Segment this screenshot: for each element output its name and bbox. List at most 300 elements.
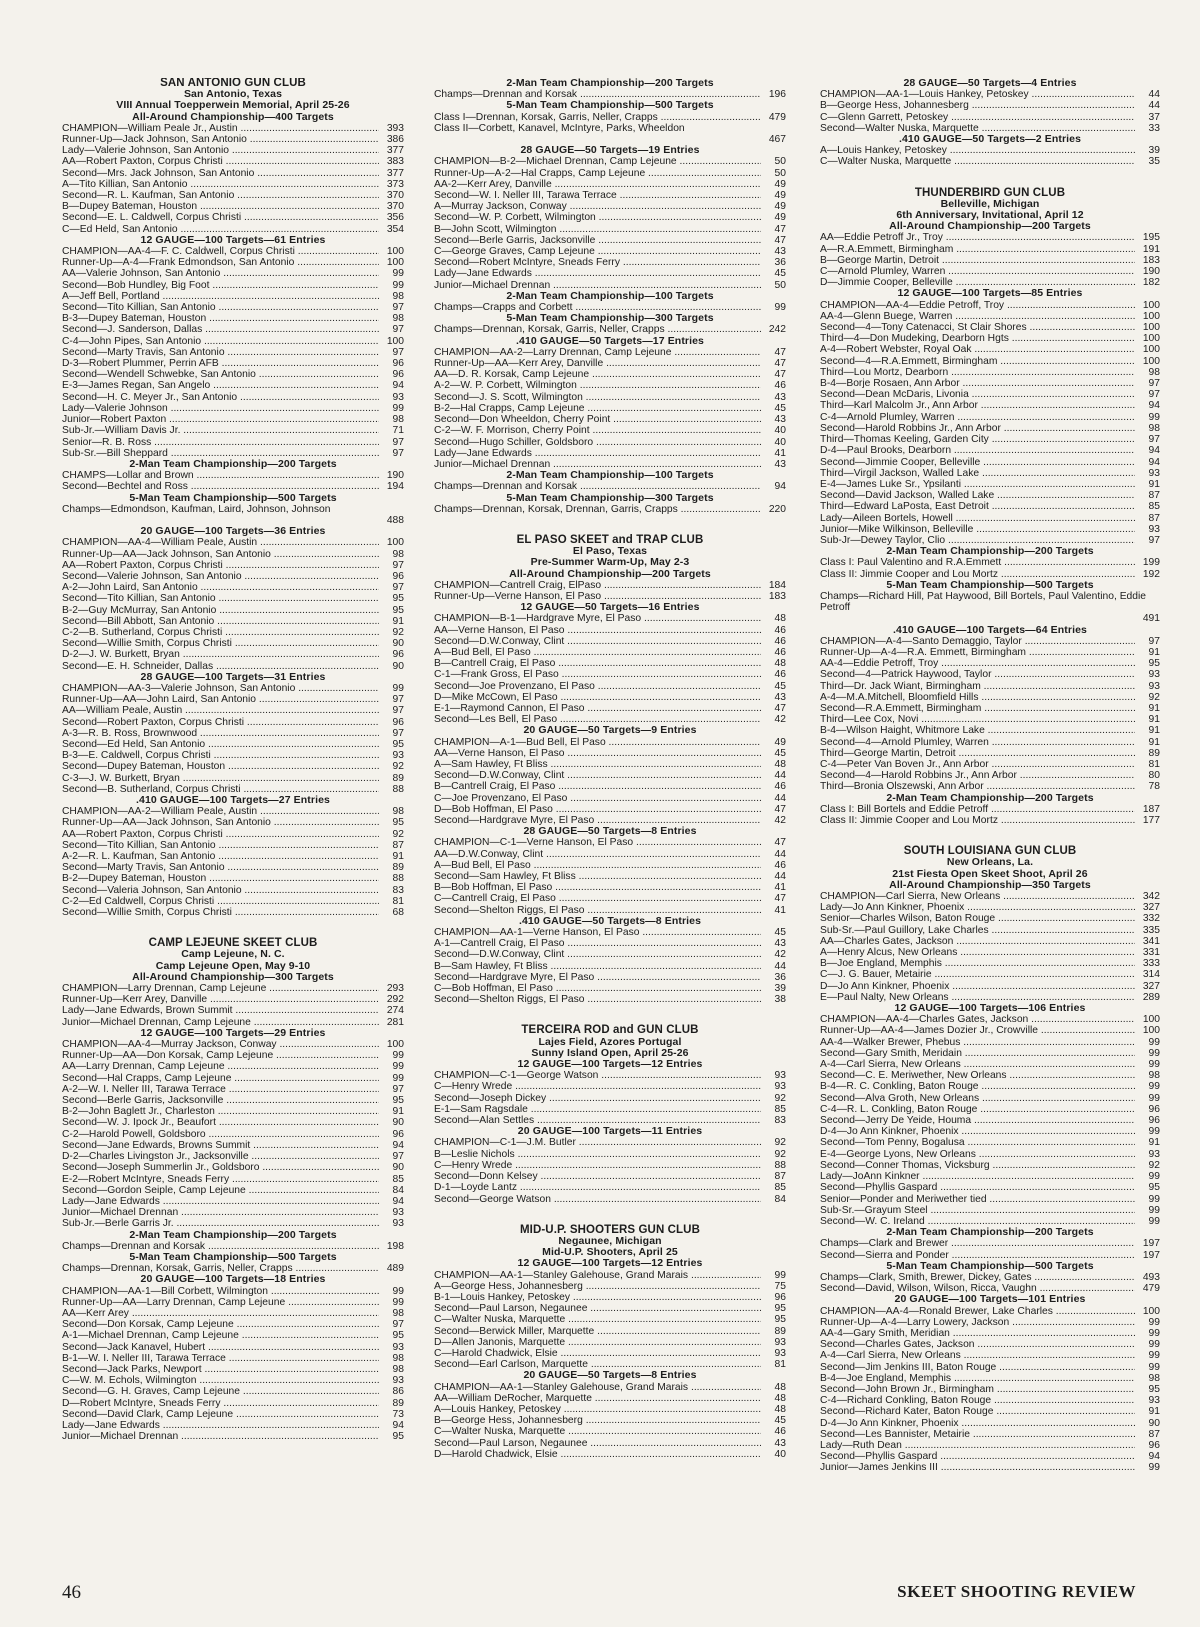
result-row	[820, 958, 1160, 969]
result-row	[820, 445, 1160, 456]
result-row	[434, 972, 786, 983]
score-value: 71	[392, 425, 404, 437]
result-row	[434, 748, 786, 759]
result-row	[434, 1292, 786, 1303]
shooter-entry: CHAMPION—Larry Drennan, Camp Lejeune .....	[62, 983, 379, 994]
shooter-entry: A—Bud Bell, El Paso .....	[434, 647, 761, 658]
score-value: 86	[392, 1386, 404, 1398]
shooter-entry: Junior—Mike Wilkinson, Belleville .....	[820, 524, 1135, 535]
shooter-entry: D—Jimmie Cooper, Belleville .....	[820, 277, 1135, 288]
shooter-entry: AA—Robert Paxton, Corpus Christi .....	[62, 829, 379, 840]
event-heading: 20 GAUGE—100 Targets—11 Entries	[517, 1125, 703, 1138]
result-row	[62, 1106, 404, 1117]
shooter-entry: Second—Joseph Summerlin Jr., Goldsboro .....	[62, 1162, 379, 1173]
result-row	[434, 403, 786, 414]
result-row	[820, 1339, 1160, 1350]
score-value: 98	[1148, 1070, 1160, 1082]
result-row	[62, 1185, 404, 1196]
shooter-entry: Runner-Up—AA—Jack Johnson, San Antonio .....	[62, 817, 379, 828]
score-value: 45	[774, 1415, 786, 1427]
score-value: 97	[392, 582, 404, 594]
score-value: 92	[1148, 691, 1160, 703]
shooter-entry: Class I: Paul Valentino and R.A.Emmett .....	[820, 557, 1135, 568]
result-row	[820, 692, 1160, 703]
result-row	[62, 605, 404, 616]
score-value: 467	[768, 134, 786, 146]
event-heading: 12 GAUGE—100 Targets—106 Entries	[894, 1002, 1086, 1015]
club-name-heading: EL PASO SKEET and TRAP CLUB	[516, 533, 704, 546]
shooter-entry: B-2—Dupey Bateman, Houston .....	[62, 873, 379, 884]
shooter-entry: B-4—Joe England, Memphis .....	[820, 1373, 1135, 1384]
score-value: 36	[774, 971, 786, 983]
score-value: 44	[774, 792, 786, 804]
shooter-entry: C—Henry Wrede .....	[434, 1081, 761, 1092]
result-row	[62, 123, 404, 134]
result-row	[820, 490, 1160, 501]
result-row	[62, 1117, 404, 1128]
score-value: 92	[774, 1148, 786, 1160]
shooter-entry: CHAMPION—A-1—Bud Bell, El Paso .....	[434, 737, 761, 748]
shooter-entry: Runner-Up—AA—Kerr Arey, Danville .....	[434, 358, 761, 369]
result-row	[820, 266, 1160, 277]
result-row	[820, 1362, 1160, 1373]
shooter-entry: CHAMPION—AA-4—Charles Gates, Jackson .....	[820, 1014, 1135, 1025]
result-row	[434, 1449, 786, 1460]
shooter-entry: Second—Tito Killian, San Antonio .....	[62, 302, 379, 313]
result-row	[62, 1409, 404, 1420]
score-value: 99	[392, 1296, 404, 1308]
shooter-entry: Second—Hugo Schiller, Goldsboro .....	[434, 437, 761, 448]
result-row	[820, 412, 1160, 423]
score-value: 293	[386, 983, 404, 995]
result-row	[62, 638, 404, 649]
shooter-entry: Second—Marty Travis, San Antonio .....	[62, 347, 379, 358]
score-value: 95	[1148, 1383, 1160, 1395]
result-row	[62, 773, 404, 784]
shooter-entry: B—Cantrell Craig, El Paso .....	[434, 781, 761, 792]
score-value: 44	[1148, 100, 1160, 112]
score-value: 89	[392, 1397, 404, 1409]
score-value: 93	[392, 1341, 404, 1353]
shooter-entry: Second—Don Wheeldon, Cherry Point .....	[434, 414, 761, 425]
score-value: 90	[392, 660, 404, 672]
shooter-entry: AA-4—Walker Brewer, Phebus .....	[820, 1037, 1135, 1048]
result-row	[434, 737, 786, 748]
result-row	[62, 168, 404, 179]
score-value: 292	[386, 994, 404, 1006]
shooter-entry: Runner-Up—A-4—Frank Edmondson, San Antonio .....	[62, 257, 379, 268]
score-value: 38	[774, 994, 786, 1006]
result-row	[434, 804, 786, 815]
score-value: 93	[1148, 523, 1160, 535]
shooter-entry: Second—David Clark, Camp Lejeune .....	[62, 1409, 379, 1420]
result-row	[434, 268, 786, 279]
shooter-entry: Champs—Crapps and Corbett .....	[434, 302, 761, 313]
result-row	[62, 302, 404, 313]
event-heading: .410 GAUGE—50 Targets—2 Entries	[898, 133, 1082, 146]
result-row	[820, 378, 1160, 389]
result-row	[62, 907, 404, 918]
shooter-entry: Runner-Up—A-4—R.A. Emmett, Birmingham .....	[820, 647, 1135, 658]
shooter-entry: Second—Gary Smith, Meridain .....	[820, 1048, 1135, 1059]
result-row	[820, 1440, 1160, 1451]
score-value: 370	[386, 190, 404, 202]
shooter-entry: Second—Hal Crapps, Camp Lejeune .....	[62, 1073, 379, 1084]
club-results-section	[820, 188, 1160, 827]
score-value: 33	[1148, 122, 1160, 134]
shooter-entry: C-2—B. Sutherland, Corpus Christi .....	[62, 627, 379, 638]
result-row	[820, 344, 1160, 355]
score-value: 93	[774, 1081, 786, 1093]
result-row	[820, 1373, 1160, 1384]
score-value: 85	[1148, 501, 1160, 513]
shooter-entry: Lady—JoAnn Kinkner .....	[820, 1171, 1135, 1182]
result-row	[820, 770, 1160, 781]
score-value: 100	[386, 1039, 404, 1051]
score-value: 43	[774, 414, 786, 426]
score-value: 73	[392, 1408, 404, 1420]
result-row	[434, 324, 786, 335]
shooter-entry: CHAMPION—Carl Sierra, New Orleans .....	[820, 891, 1135, 902]
result-row	[820, 501, 1160, 512]
result-row	[62, 1308, 404, 1319]
shooter-entry: Senior—R. B. Ross .....	[62, 437, 379, 448]
score-value: 97	[392, 705, 404, 717]
score-value: 98	[1148, 1372, 1160, 1384]
shooter-entry: Runner-Up—A-4—Larry Lowery, Jackson .....	[820, 1317, 1135, 1328]
result-row	[62, 1375, 404, 1386]
result-row	[820, 423, 1160, 434]
shooter-entry: A-2—R. L. Kaufman, San Antonio .....	[62, 851, 379, 862]
shooter-entry: Second—4—Harold Robbins Jr., Ann Arbor .....	[820, 770, 1135, 781]
score-value: 37	[1148, 111, 1160, 123]
shooter-entry: Second—Jimmie Cooper, Belleville .....	[820, 457, 1135, 468]
club-results-section	[434, 535, 786, 1006]
shooter-entry: B-3—Dupey Bateman, Houston .....	[62, 313, 379, 324]
result-row	[820, 300, 1160, 311]
result-row	[434, 938, 786, 949]
result-row	[820, 748, 1160, 759]
event-heading: Negaunee, Michigan	[558, 1234, 662, 1247]
shooter-entry: Second—4—R.A.Emmett, Birmingham .....	[820, 356, 1135, 367]
result-row	[434, 770, 786, 781]
shooter-entry: A-2—John Laird, San Antonio .....	[62, 582, 379, 593]
score-value: 88	[392, 873, 404, 885]
result-row	[62, 392, 404, 403]
score-value: 45	[774, 927, 786, 939]
shooter-entry: CHAMPION—B-2—Michael Drennan, Camp Lejeune .....	[434, 156, 761, 167]
shooter-entry: Senior—Charles Wilson, Baton Rouge .....	[820, 913, 1135, 924]
shooter-entry: CHAMPION—AA-4—Eddie Petroff, Troy .....	[820, 300, 1135, 311]
result-row	[434, 358, 786, 369]
score-value: 100	[386, 257, 404, 269]
result-row	[820, 902, 1160, 913]
result-row	[820, 145, 1160, 156]
shooter-entry: E—Paul Nalty, New Orleans .....	[820, 992, 1135, 1003]
score-value: 99	[1148, 1036, 1160, 1048]
shooter-entry: Lady—Jane Edwards .....	[62, 1420, 379, 1431]
score-value: 84	[392, 1184, 404, 1196]
score-value: 47	[774, 837, 786, 849]
shooter-entry: AA—D.W.Conway, Clint .....	[434, 849, 761, 860]
result-row	[62, 1095, 404, 1106]
shooter-entry: A-4—Carl Sierra, New Orleans .....	[820, 1059, 1135, 1070]
score-value: 93	[392, 1218, 404, 1230]
result-row	[62, 470, 404, 481]
result-row	[62, 616, 404, 627]
shooter-entry: D—Bob Hoffman, El Paso .....	[434, 804, 761, 815]
event-heading: 28 GAUGE—50 Targets—8 Entries	[523, 825, 697, 838]
score-value: 95	[392, 738, 404, 750]
shooter-entry: C—Walter Nuska, Marquette .....	[434, 1314, 761, 1325]
shooter-entry: Sub-Jr.—William Davis Jr. .....	[62, 425, 379, 436]
shooter-entry: CHAMPS—Lollar and Brown .....	[62, 470, 379, 481]
result-row	[62, 1005, 404, 1016]
event-heading: 12 GAUGE—100 Targets—12 Entries	[517, 1257, 703, 1270]
score-value: 100	[1142, 1014, 1160, 1026]
shooter-entry: Champs—Richard Hill, Pat Haywood, Bill Bortels, Paul Valentino, Eddie Petroff	[820, 590, 1147, 614]
shooter-entry: Second—Mrs. Jack Johnson, San Antonio .....	[62, 168, 379, 179]
shooter-entry: CHAMPION—AA-4—F. C. Caldwell, Corpus Christi .....	[62, 246, 379, 257]
shooter-entry: CHAMPION—AA-2—Larry Drennan, Camp Lejeune .....	[434, 347, 761, 358]
event-heading: New Orleans, La.	[946, 856, 1034, 869]
result-row	[62, 1129, 404, 1140]
score-value: 198	[386, 1240, 404, 1252]
shooter-entry: Second—Joe Provenzano, El Paso .....	[434, 681, 761, 692]
result-row	[820, 1037, 1160, 1048]
result-row	[434, 1194, 786, 1205]
score-value: 97	[1148, 378, 1160, 390]
shooter-entry: Second—Earl Carlson, Marquette .....	[434, 1359, 761, 1370]
shooter-entry: E-1—Sam Ragsdale .....	[434, 1104, 761, 1115]
result-row	[820, 367, 1160, 378]
shooter-entry: Sub-Sr.—Grayum Steel .....	[820, 1205, 1135, 1216]
score-value: 91	[392, 851, 404, 863]
club-name-heading: TERCEIRA ROD and GUN CLUB	[521, 1024, 699, 1037]
result-row	[820, 1395, 1160, 1406]
shooter-entry: Junior—Robert Paxton .....	[62, 414, 379, 425]
shooter-entry: Second—Willie Smith, Corpus Christi .....	[62, 638, 379, 649]
shooter-entry: CHAMPION—C-1—Verne Hanson, El Paso .....	[434, 837, 761, 848]
shooter-entry: CHAMPION—AA-4—William Peale, Austin .....	[62, 537, 379, 548]
score-value: 91	[1148, 725, 1160, 737]
score-value: 100	[386, 335, 404, 347]
result-row	[820, 356, 1160, 367]
event-heading: El Paso, Texas	[572, 545, 648, 558]
score-value: 97	[392, 1319, 404, 1331]
shooter-entry: B—Dupey Bateman, Houston .....	[62, 201, 379, 212]
shooter-entry: Second—David Jackson, Walled Lake .....	[820, 490, 1135, 501]
shooter-entry: AA—Larry Drennan, Camp Lejeune .....	[62, 1061, 379, 1072]
shooter-entry: Runner-Up—AA—Don Korsak, Camp Lejeune .....	[62, 1050, 379, 1061]
event-heading: 5-Man Team Championship—500 Targets	[129, 491, 337, 504]
shooter-entry: Second—David, Wilson, Wilson, Ricca, Vaughn .....	[820, 1283, 1135, 1294]
shooter-entry: D—Mike McCown, El Paso .....	[434, 692, 761, 703]
shooter-entry: A—Louis Hankey, Petoskey .....	[820, 145, 1135, 156]
score-value: 100	[1142, 322, 1160, 334]
shooter-entry: B—Bob Hoffman, El Paso .....	[434, 882, 761, 893]
score-value: 99	[1148, 1204, 1160, 1216]
shooter-entry: Class II—Corbett, Kanavel, McIntyre, Parks, Wheeldon	[434, 122, 685, 134]
shooter-entry: C—W. M. Echols, Wilmington .....	[62, 1375, 379, 1386]
score-value: 99	[392, 1285, 404, 1297]
result-row	[62, 268, 404, 279]
result-row	[434, 1093, 786, 1104]
result-row	[820, 244, 1160, 255]
club-results-section	[820, 78, 1160, 168]
event-heading: 2-Man Team Championship—200 Targets	[129, 1228, 337, 1241]
shooter-entry: Junior—Michael Drennan .....	[62, 1207, 379, 1218]
result-row	[820, 1059, 1160, 1070]
result-row	[820, 1272, 1160, 1283]
result-row	[62, 1342, 404, 1353]
shooter-entry: Sub-Jr—Dewey Taylor, Clio .....	[820, 535, 1135, 546]
result-row	[62, 840, 404, 851]
result-row	[820, 255, 1160, 266]
score-value: 85	[774, 1103, 786, 1115]
score-value: 83	[392, 884, 404, 896]
shooter-entry: C—Walter Nuska, Marquette .....	[434, 1426, 761, 1437]
result-row	[62, 1207, 404, 1218]
shooter-entry: D—Robert McIntyre, Sneads Ferry .....	[62, 1398, 379, 1409]
shooter-entry: Second—John Brown Jr., Birmingham .....	[820, 1384, 1135, 1395]
result-row	[434, 647, 786, 658]
score-value: 95	[774, 1314, 786, 1326]
result-row	[434, 1081, 786, 1092]
score-value: 327	[1142, 980, 1160, 992]
score-value: 90	[392, 638, 404, 650]
shooter-entry: C-4—Richard Conkling, Baton Rouge .....	[820, 1395, 1135, 1406]
event-heading: 2-Man Team Championship—200 Targets	[886, 1226, 1094, 1239]
shooter-entry: Sub-Sr.—Bill Sheppard .....	[62, 448, 379, 459]
shooter-entry: AA-2—Kerr Arey, Danville .....	[434, 179, 761, 190]
result-row	[434, 871, 786, 882]
score-value: 184	[768, 579, 786, 591]
result-row	[820, 703, 1160, 714]
score-value: 94	[392, 1419, 404, 1431]
result-row	[434, 927, 786, 938]
score-value: 50	[774, 279, 786, 291]
result-row	[62, 1084, 404, 1095]
score-value: 99	[1148, 1350, 1160, 1362]
score-value: 100	[1142, 299, 1160, 311]
shooter-entry: E-4—James Luke Sr., Ypsilanti .....	[820, 479, 1135, 490]
score-value: 92	[774, 1092, 786, 1104]
score-value: 90	[392, 1117, 404, 1129]
shooter-entry: Lady—Jane Edwards .....	[434, 448, 761, 459]
shooter-entry: D-2—J. W. Burkett, Bryan .....	[62, 649, 379, 660]
shooter-entry: B-1—Louis Hankey, Petoskey .....	[434, 1292, 761, 1303]
score-value: 91	[1148, 646, 1160, 658]
score-value: 85	[392, 1173, 404, 1185]
score-value: 100	[1142, 1305, 1160, 1317]
shooter-entry: Champs—Drennan and Korsak .....	[434, 89, 761, 100]
shooter-entry: Runner-Up—AA—Jack Johnson, San Antonio .....	[62, 549, 379, 560]
result-row	[62, 549, 404, 560]
score-value: 95	[392, 1431, 404, 1443]
result-row	[62, 582, 404, 593]
club-name-heading: SOUTH LOUISIANA GUN CLUB	[903, 845, 1077, 858]
shooter-entry: AA—D. R. Korsak, Camp Lejeune .....	[434, 369, 761, 380]
shooter-entry: Second—Gordon Seiple, Camp Lejeune .....	[62, 1185, 379, 1196]
result-row	[434, 1160, 786, 1171]
shooter-entry: Second—Hardgrave Myre, El Paso .....	[434, 972, 761, 983]
score-value: 99	[1148, 1081, 1160, 1093]
shooter-entry: C-2—Ed Caldwell, Corpus Christi .....	[62, 896, 379, 907]
shooter-entry: A-4—Robert Webster, Royal Oak .....	[820, 344, 1135, 355]
score-value: 96	[392, 716, 404, 728]
score-value: 45	[774, 747, 786, 759]
shooter-entry: D-4—Jo Ann Kinkner, Phoenix .....	[820, 1126, 1135, 1137]
result-row	[434, 1182, 786, 1193]
result-row	[62, 324, 404, 335]
shooter-entry: Lady—Jane Edwards, Brown Summit .....	[62, 1005, 379, 1016]
score-value: 46	[774, 646, 786, 658]
score-value: 191	[1142, 243, 1160, 255]
shooter-entry: Third—Dr. Jack Wiant, Birmingham .....	[820, 681, 1135, 692]
score-value: 43	[774, 1437, 786, 1449]
event-heading: San Antonio, Texas	[183, 88, 283, 101]
event-heading: .410 GAUGE—100 Targets—27 Entries	[136, 794, 330, 806]
score-value: 47	[774, 893, 786, 905]
event-heading: 6th Anniversary, Invitational, April 12	[896, 209, 1084, 222]
event-heading: All-Around Championship—200 Targets	[889, 220, 1091, 233]
shooter-entry: AA—Robert Paxton, Corpus Christi .....	[62, 156, 379, 167]
result-row	[820, 156, 1160, 167]
score-value: 44	[774, 770, 786, 782]
result-row	[820, 1137, 1160, 1148]
event-heading: 20 GAUGE—100 Targets—18 Entries	[140, 1273, 326, 1286]
club-name-heading: CAMP LEJEUNE SKEET CLUB	[148, 937, 318, 950]
score-value: 81	[1148, 758, 1160, 770]
score-value: 42	[774, 714, 786, 726]
shooter-entry: B-2—John Baglett Jr., Charleston .....	[62, 1106, 379, 1117]
results-column-2	[434, 78, 786, 1578]
result-row	[62, 358, 404, 369]
event-heading: 5-Man Team Championship—500 Targets	[129, 1250, 337, 1263]
score-value: 93	[774, 1347, 786, 1359]
event-heading: 5-Man Team Championship—300 Targets	[506, 491, 714, 504]
result-row	[62, 1218, 404, 1229]
score-value: 96	[1148, 1115, 1160, 1127]
shooter-entry: CHAMPION—B-1—Hardgrave Myre, El Paso .....	[434, 613, 761, 624]
result-row	[820, 389, 1160, 400]
result-row	[820, 1451, 1160, 1462]
score-value: 94	[392, 1195, 404, 1207]
score-value: 93	[392, 1375, 404, 1387]
score-value: 93	[392, 750, 404, 762]
shooter-entry: A-2—W. P. Corbett, Wilmington .....	[434, 380, 761, 391]
score-value: 100	[1142, 1025, 1160, 1037]
score-value: 39	[774, 983, 786, 995]
shooter-entry: Second—Les Bannister, Metairie .....	[820, 1429, 1135, 1440]
event-heading: 12 GAUGE—50 Targets—16 Entries	[520, 601, 700, 614]
shooter-entry: Lady—Jane Edwards .....	[434, 268, 761, 279]
score-value: 89	[392, 772, 404, 784]
shooter-entry: CHAMPION—C-1—J.M. Butler .....	[434, 1137, 761, 1148]
shooter-entry: CHAMPION—A-4—Santo Demaggio, Taylor .....	[820, 636, 1135, 647]
result-row	[434, 156, 786, 167]
event-heading: 21st Fiesta Open Skeet Shoot, April 26	[892, 867, 1088, 880]
score-value: 46	[774, 1426, 786, 1438]
shooter-entry: CHAMPION—AA-1—Verne Hanson, El Paso .....	[434, 927, 761, 938]
shooter-entry: B—Cantrell Craig, El Paso .....	[434, 658, 761, 669]
score-value: 196	[768, 89, 786, 101]
result-row	[820, 1384, 1160, 1395]
shooter-entry: AA—Kerr Arey .....	[62, 1308, 379, 1319]
score-value: 81	[774, 1359, 786, 1371]
shooter-entry: CHAMPION—AA-1—Louis Hankey, Petoskey .....	[820, 89, 1135, 100]
